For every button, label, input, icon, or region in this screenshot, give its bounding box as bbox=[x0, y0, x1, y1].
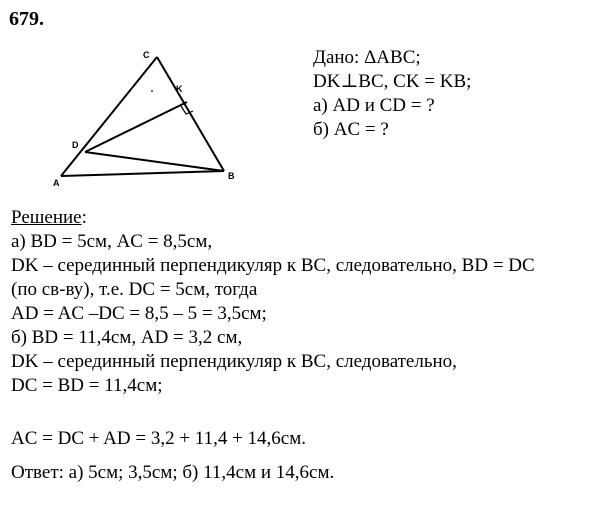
segment-db bbox=[85, 152, 224, 171]
solution-line: DK – серединный перпендикуляр к BC, следовательно, bbox=[11, 351, 457, 372]
solution-line: DK – серединный перпендикуляр к BC, следовательно, BD = DC bbox=[11, 255, 535, 276]
figure-dot bbox=[151, 90, 153, 92]
solution-heading-row bbox=[11, 206, 535, 230]
solution-line: AD = AC –DC = 8,5 – 5 = 3,5см; bbox=[11, 303, 267, 324]
label-d: D bbox=[72, 140, 79, 150]
side-cb bbox=[157, 57, 224, 171]
given-line: Дано: ΔABC; bbox=[313, 47, 421, 68]
label-c: C bbox=[143, 50, 150, 60]
side-ac bbox=[61, 57, 157, 176]
solution-block bbox=[11, 206, 535, 398]
solution-heading-colon: : bbox=[81, 207, 87, 228]
solution-line: а) BD = 5см, AC = 8,5см, bbox=[11, 231, 213, 252]
side-ab bbox=[61, 171, 224, 176]
answer-line: Ответ: а) 5см; 3,5см; б) 11,4см и 14,6см. bbox=[11, 462, 335, 483]
label-k: K bbox=[176, 84, 183, 94]
given-block bbox=[313, 46, 471, 142]
label-b: B bbox=[228, 171, 235, 181]
problem-number: 679. bbox=[9, 8, 44, 30]
given-line: а) AD и CD = ? bbox=[313, 95, 435, 116]
given-line: DK⊥BC, CK = KB; bbox=[313, 71, 472, 92]
given-line: б) AC = ? bbox=[313, 119, 389, 140]
final-calculation: AC = DC + AD = 3,2 + 11,4 + 14,6см. bbox=[11, 428, 307, 449]
solution-line: DC = BD = 11,4см; bbox=[11, 375, 163, 396]
solution-line: (по св-ву), т.е. DC = 5см, тогда bbox=[11, 279, 258, 300]
label-a: A bbox=[53, 178, 60, 188]
solution-line: б) BD = 11,4см, AD = 3,2 см, bbox=[11, 327, 243, 348]
triangle-figure bbox=[40, 44, 270, 194]
solution-heading: Решение bbox=[11, 207, 82, 228]
